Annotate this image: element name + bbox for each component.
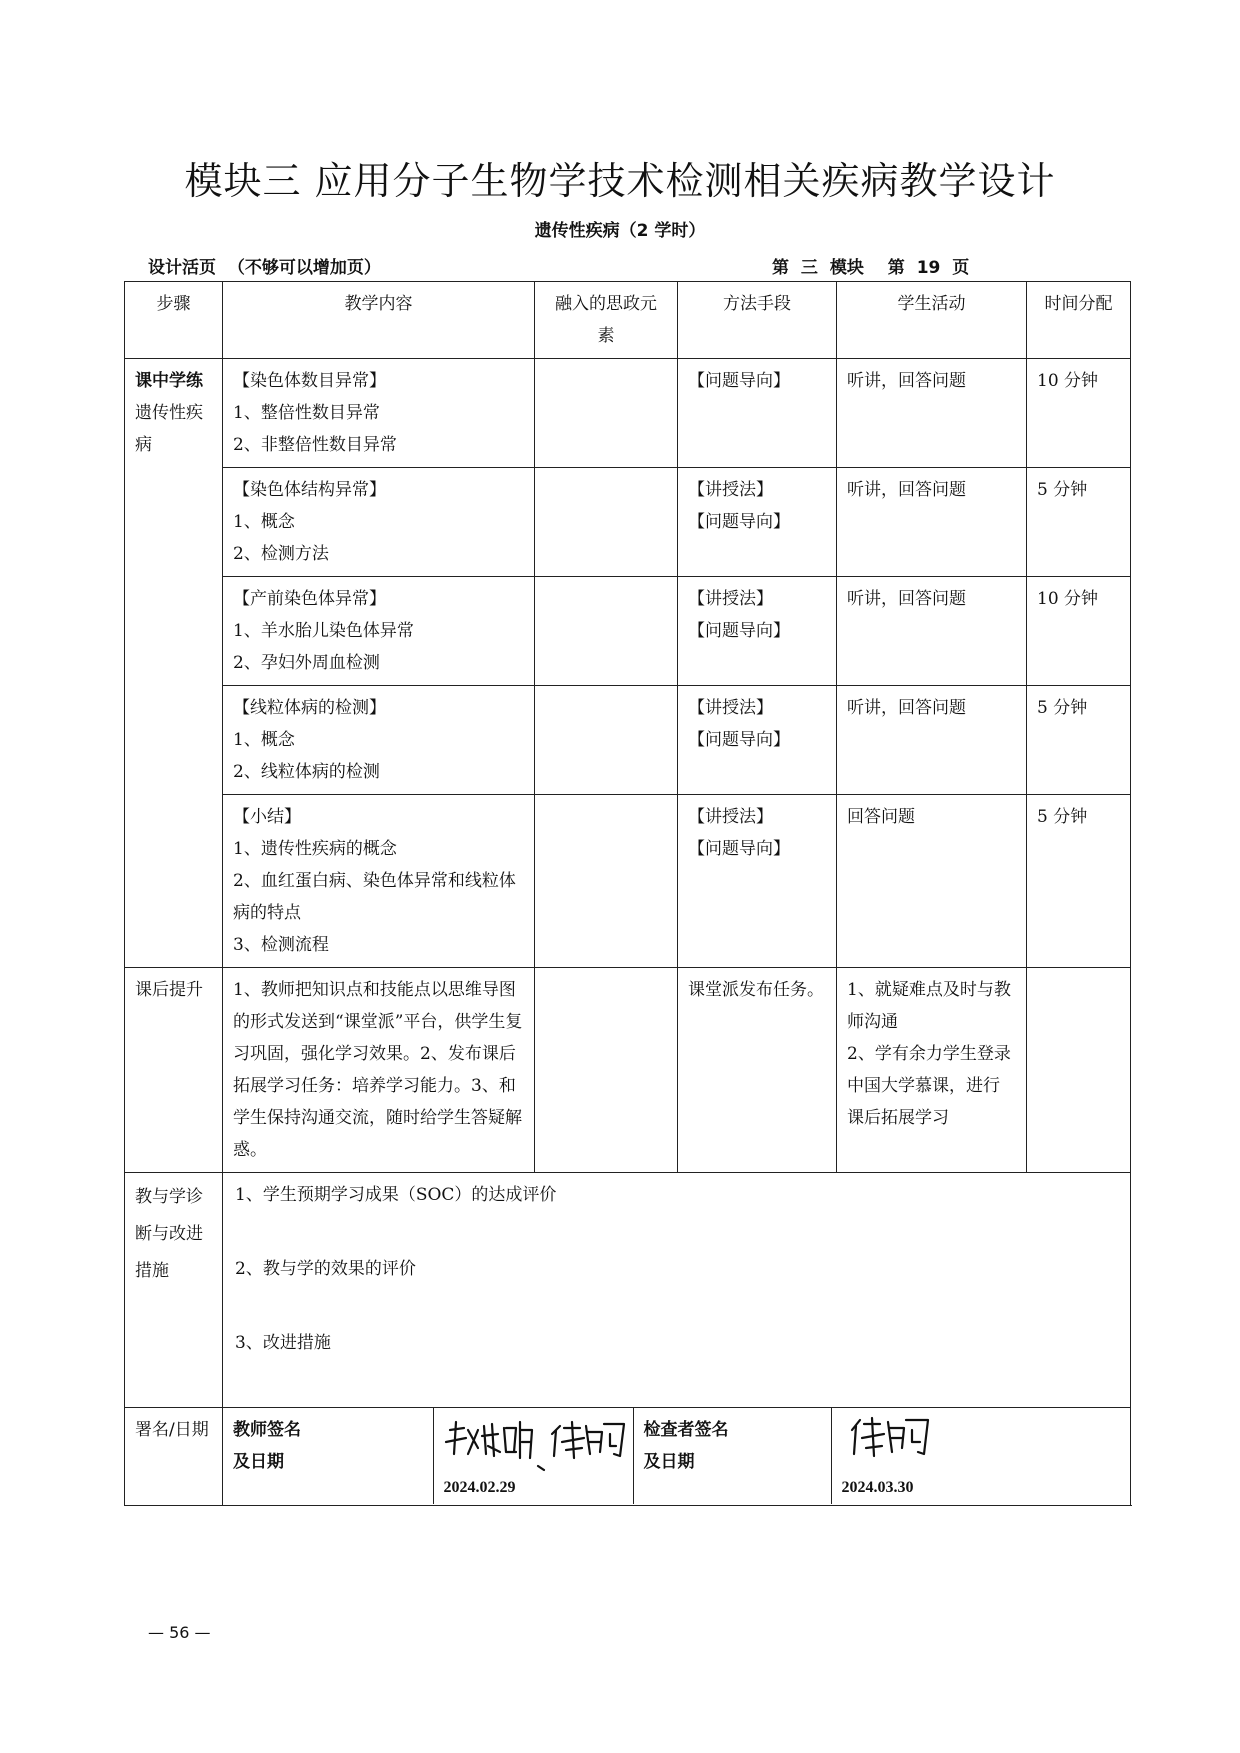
activity-cell	[837, 968, 1027, 1173]
teacher-sign-label-1: 教师签名	[233, 1420, 301, 1440]
method-line: 【问题导向】	[688, 839, 790, 859]
time-cell: 5 分钟	[1027, 686, 1131, 795]
ideology-cell	[535, 577, 678, 686]
time-cell: 5 分钟	[1027, 468, 1131, 577]
content-cell	[223, 795, 535, 968]
teacher-signature-cell	[433, 1408, 633, 1504]
page-subtitle: 遗传性疾病（2 学时）	[534, 221, 706, 241]
step-in-class-sub-2: 病	[135, 435, 152, 455]
method-cell	[678, 577, 837, 686]
method-line: 【讲授法】	[688, 698, 773, 718]
page-footer-number: — 56 —	[148, 1623, 211, 1642]
method-cell	[678, 468, 837, 577]
checker-signature-image	[842, 1408, 962, 1472]
content-line: 【小结】	[233, 807, 301, 827]
method-line: 【问题导向】	[688, 730, 790, 750]
checker-signature-cell	[831, 1408, 1130, 1504]
page-label-2: 页	[952, 258, 970, 278]
content-line: 1、概念	[233, 512, 295, 532]
activity-cell: 回答问题	[837, 795, 1027, 968]
design-sheet-note: 设计活页 （不够可以增加页）	[148, 258, 381, 278]
table-row	[125, 968, 1131, 1173]
page-title: 模块三 应用分子生物学技术检测相关疾病教学设计	[184, 159, 1056, 203]
step-in-class-sub-1: 遗传性疾	[135, 403, 203, 423]
signature-container	[223, 1408, 1131, 1506]
method-cell	[678, 795, 837, 968]
method-line: 【讲授法】	[688, 807, 773, 827]
module-label-1: 第	[772, 258, 789, 278]
method-line: 【问题导向】	[688, 371, 790, 391]
table-row	[125, 468, 1131, 577]
content-line: 【线粒体病的检测】	[233, 698, 386, 718]
teacher-sign-date: 2024.02.29	[443, 1479, 516, 1496]
diagnosis-cell	[223, 1173, 1131, 1408]
content-cell	[223, 577, 535, 686]
checker-sign-label	[633, 1408, 831, 1504]
table-row	[125, 795, 1131, 968]
method-cell: 课堂派发布任务。	[678, 968, 837, 1173]
content-cell	[223, 468, 535, 577]
method-line: 【问题导向】	[688, 512, 790, 532]
content-cell	[223, 359, 535, 468]
method-line: 【讲授法】	[688, 589, 773, 609]
teacher-sign-label	[223, 1408, 433, 1504]
ideology-cell	[535, 359, 678, 468]
content-line: 1、遗传性疾病的概念	[233, 839, 397, 859]
content-line: 2、孕妇外周血检测	[233, 653, 380, 673]
ideology-cell	[535, 468, 678, 577]
checker-sign-label-1: 检查者签名	[643, 1420, 729, 1440]
method-line: 【讲授法】	[688, 480, 773, 500]
activity-cell: 听讲，回答问题	[837, 359, 1027, 468]
page-number: 19	[916, 258, 941, 278]
table-row	[125, 686, 1131, 795]
content-cell: 1、教师把知识点和技能点以思维导图的形式发送到“课堂派”平台，供学生复习巩固，强化学习效果。2、发布课后拓展学习任务：培养学习能力。3、和学生保持沟通交流，随时给学生答疑解惑。	[223, 968, 535, 1173]
content-line: 2、线粒体病的检测	[233, 762, 380, 782]
header-content: 教学内容	[223, 282, 535, 359]
table-header-row	[125, 282, 1131, 359]
header-ideology-line-2: 素	[597, 326, 615, 346]
step-diagnosis: 教与学诊断与改进措施	[125, 1173, 223, 1408]
content-line: 2、检测方法	[233, 544, 329, 564]
diagnosis-item: 2、教与学的效果的评价	[235, 1259, 416, 1279]
header-method: 方法手段	[678, 282, 837, 359]
page-label-1: 第	[887, 258, 905, 278]
teacher-signature-image	[434, 1408, 634, 1478]
time-cell: 10 分钟	[1027, 359, 1131, 468]
content-line: 2、非整倍性数目异常	[233, 435, 397, 455]
ideology-cell	[535, 795, 678, 968]
content-line: 3、检测流程	[233, 935, 329, 955]
module-number: 三	[800, 258, 818, 278]
content-line: 1、整倍性数目异常	[233, 403, 380, 423]
teacher-sign-label-2: 及日期	[233, 1452, 284, 1472]
content-cell	[223, 686, 535, 795]
header-step: 步骤	[125, 282, 223, 359]
content-line: 【染色体结构异常】	[233, 480, 386, 500]
content-line: 2、血红蛋白病、染色体异常和线粒体病的特点	[233, 871, 516, 923]
header-ideology	[535, 282, 678, 359]
step-after-class: 课后提升	[125, 968, 223, 1173]
content-line: 1、概念	[233, 730, 295, 750]
ideology-cell	[535, 968, 678, 1173]
content-line: 【产前染色体异常】	[233, 589, 386, 609]
diagnosis-item: 1、学生预期学习成果（SOC）的达成评价	[235, 1185, 557, 1205]
lesson-plan-table	[124, 281, 1131, 1506]
checker-sign-label-2: 及日期	[643, 1452, 695, 1472]
content-line: 1、羊水胎儿染色体异常	[233, 621, 414, 641]
module-label-2: 模块	[829, 258, 864, 278]
ideology-cell	[535, 686, 678, 795]
time-cell: 5 分钟	[1027, 795, 1131, 968]
module-page-info	[772, 253, 975, 278]
step-in-class-title: 课中学练	[135, 371, 203, 391]
activity-line: 1、就疑难点及时与教师沟通	[847, 980, 1011, 1032]
table-row	[125, 577, 1131, 686]
time-cell: 10 分钟	[1027, 577, 1131, 686]
header-time: 时间分配	[1027, 282, 1131, 359]
signature-label: 署名/日期	[125, 1408, 223, 1506]
diagnosis-item: 3、改进措施	[235, 1333, 331, 1353]
method-line: 【问题导向】	[688, 621, 790, 641]
activity-cell: 听讲，回答问题	[837, 577, 1027, 686]
signature-row	[125, 1408, 1131, 1506]
signature-inner-table	[223, 1408, 1130, 1504]
header-ideology-line-1: 融入的思政元	[555, 294, 657, 314]
method-cell	[678, 359, 837, 468]
content-line: 【染色体数目异常】	[233, 371, 386, 391]
activity-line: 2、学有余力学生登录中国大学慕课，进行课后拓展学习	[847, 1044, 1011, 1128]
activity-cell: 听讲，回答问题	[837, 468, 1027, 577]
header-activity: 学生活动	[837, 282, 1027, 359]
activity-cell: 听讲，回答问题	[837, 686, 1027, 795]
checker-sign-date: 2024.03.30	[841, 1479, 914, 1496]
method-cell	[678, 686, 837, 795]
step-in-class	[125, 359, 223, 968]
table-row	[125, 359, 1131, 468]
table-row	[125, 1173, 1131, 1408]
time-cell	[1027, 968, 1131, 1173]
